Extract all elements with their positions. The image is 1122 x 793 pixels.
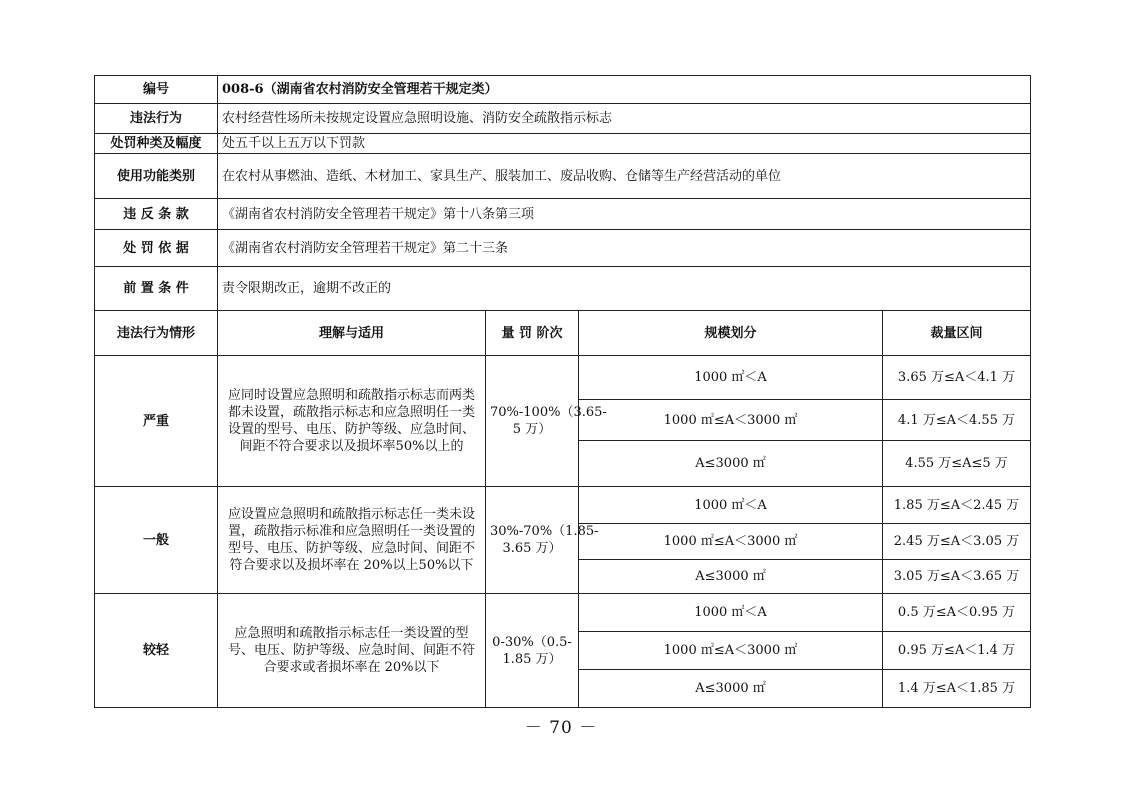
level-tier-minor: 0-30%（0.5-1.85 万）: [486, 594, 579, 708]
level-tier-general: 30%-70%（1.85-3.65 万）: [486, 487, 579, 594]
violation-label: 违法行为: [95, 104, 218, 134]
usage-label: 使用功能类别: [95, 154, 218, 199]
column-header-level: 量 罚 阶次: [486, 311, 579, 356]
column-header-understanding: 理解与适用: [218, 311, 486, 356]
severe-row-1: [95, 356, 1031, 400]
basis-row: [95, 230, 1031, 267]
basis-value: 《湖南省农村消防安全管理若干规定》第二十三条: [218, 230, 1031, 267]
scale-cell: A≤3000 ㎡: [579, 441, 883, 487]
penalty-row: [95, 134, 1031, 154]
level-description-minor: 应急照明和疏散指示标志任一类设置的型号、电压、防护等级、应急时间、间距不符合要求或者损坏率在 20%以下: [218, 594, 486, 708]
scale-cell: 1000 ㎡≤A＜3000 ㎡: [579, 400, 883, 441]
id-row: [95, 76, 1031, 104]
scale-cell: 1000 ㎡≤A＜3000 ㎡: [579, 632, 883, 670]
range-cell: 4.55 万≤A≤5 万: [883, 441, 1031, 487]
range-cell: 1.4 万≤A＜1.85 万: [883, 670, 1031, 708]
violation-value: 农村经营性场所未按规定设置应急照明设施、消防安全疏散指示标志: [218, 104, 1031, 134]
range-cell: 3.65 万≤A＜4.1 万: [883, 356, 1031, 400]
range-cell: 0.5 万≤A＜0.95 万: [883, 594, 1031, 632]
range-cell: 3.05 万≤A＜3.65 万: [883, 560, 1031, 594]
level-description-severe: 应同时设置应急照明和疏散指示标志而两类都未设置，疏散指示标志和应急照明任一类设置的型号、电压、防护等级、应急时间、间距不符合要求以及损坏率50%以上的: [218, 356, 486, 487]
minor-row-1: [95, 594, 1031, 632]
violation-row: [95, 104, 1031, 134]
id-value: 008-6（湖南省农村消防安全管理若干规定类）: [218, 76, 1031, 104]
penalty-table: [94, 75, 1031, 708]
clause-row: [95, 199, 1031, 230]
clause-label: 违 反 条 款: [95, 199, 218, 230]
column-header-situation: 违法行为情形: [95, 311, 218, 356]
penalty-label: 处罚种类及幅度: [95, 134, 218, 154]
usage-row: [95, 154, 1031, 199]
column-header-scale: 规模划分: [579, 311, 883, 356]
range-cell: 0.95 万≤A＜1.4 万: [883, 632, 1031, 670]
range-cell: 2.45 万≤A＜3.05 万: [883, 524, 1031, 560]
range-cell: 4.1 万≤A＜4.55 万: [883, 400, 1031, 441]
level-name-minor: 较轻: [95, 594, 218, 708]
precondition-row: [95, 267, 1031, 311]
usage-value: 在农村从事燃油、造纸、木材加工、家具生产、服装加工、废品收购、仓储等生产经营活动的单位: [218, 154, 1031, 199]
scale-cell: A≤3000 ㎡: [579, 560, 883, 594]
page-number: － 70 －: [524, 718, 598, 738]
scale-cell: 1000 ㎡＜A: [579, 356, 883, 400]
column-header-row: [95, 311, 1031, 356]
level-name-general: 一般: [95, 487, 218, 594]
basis-label: 处 罚 依 据: [95, 230, 218, 267]
precondition-label: 前 置 条 件: [95, 267, 218, 311]
level-name-severe: 严重: [95, 356, 218, 487]
clause-value: 《湖南省农村消防安全管理若干规定》第十八条第三项: [218, 199, 1031, 230]
column-header-range: 裁量区间: [883, 311, 1031, 356]
range-cell: 1.85 万≤A＜2.45 万: [883, 487, 1031, 524]
general-row-1: [95, 487, 1031, 524]
scale-cell: A≤3000 ㎡: [579, 670, 883, 708]
scale-cell: 1000 ㎡＜A: [579, 594, 883, 632]
precondition-value: 责令限期改正，逾期不改正的: [218, 267, 1031, 311]
level-tier-severe: 70%-100%（3.65-5 万）: [486, 356, 579, 487]
penalty-value: 处五千以上五万以下罚款: [218, 134, 1031, 154]
scale-cell: 1000 ㎡＜A: [579, 487, 883, 524]
id-label: 编号: [95, 76, 218, 104]
scale-cell: 1000 ㎡≤A＜3000 ㎡: [579, 524, 883, 560]
level-description-general: 应设置应急照明和疏散指示标志任一类未设置，疏散指示标准和应急照明任一类设置的型号、电压、防护等级、应急时间、间距不符合要求以及损坏率在 20%以上50%以下: [218, 487, 486, 594]
